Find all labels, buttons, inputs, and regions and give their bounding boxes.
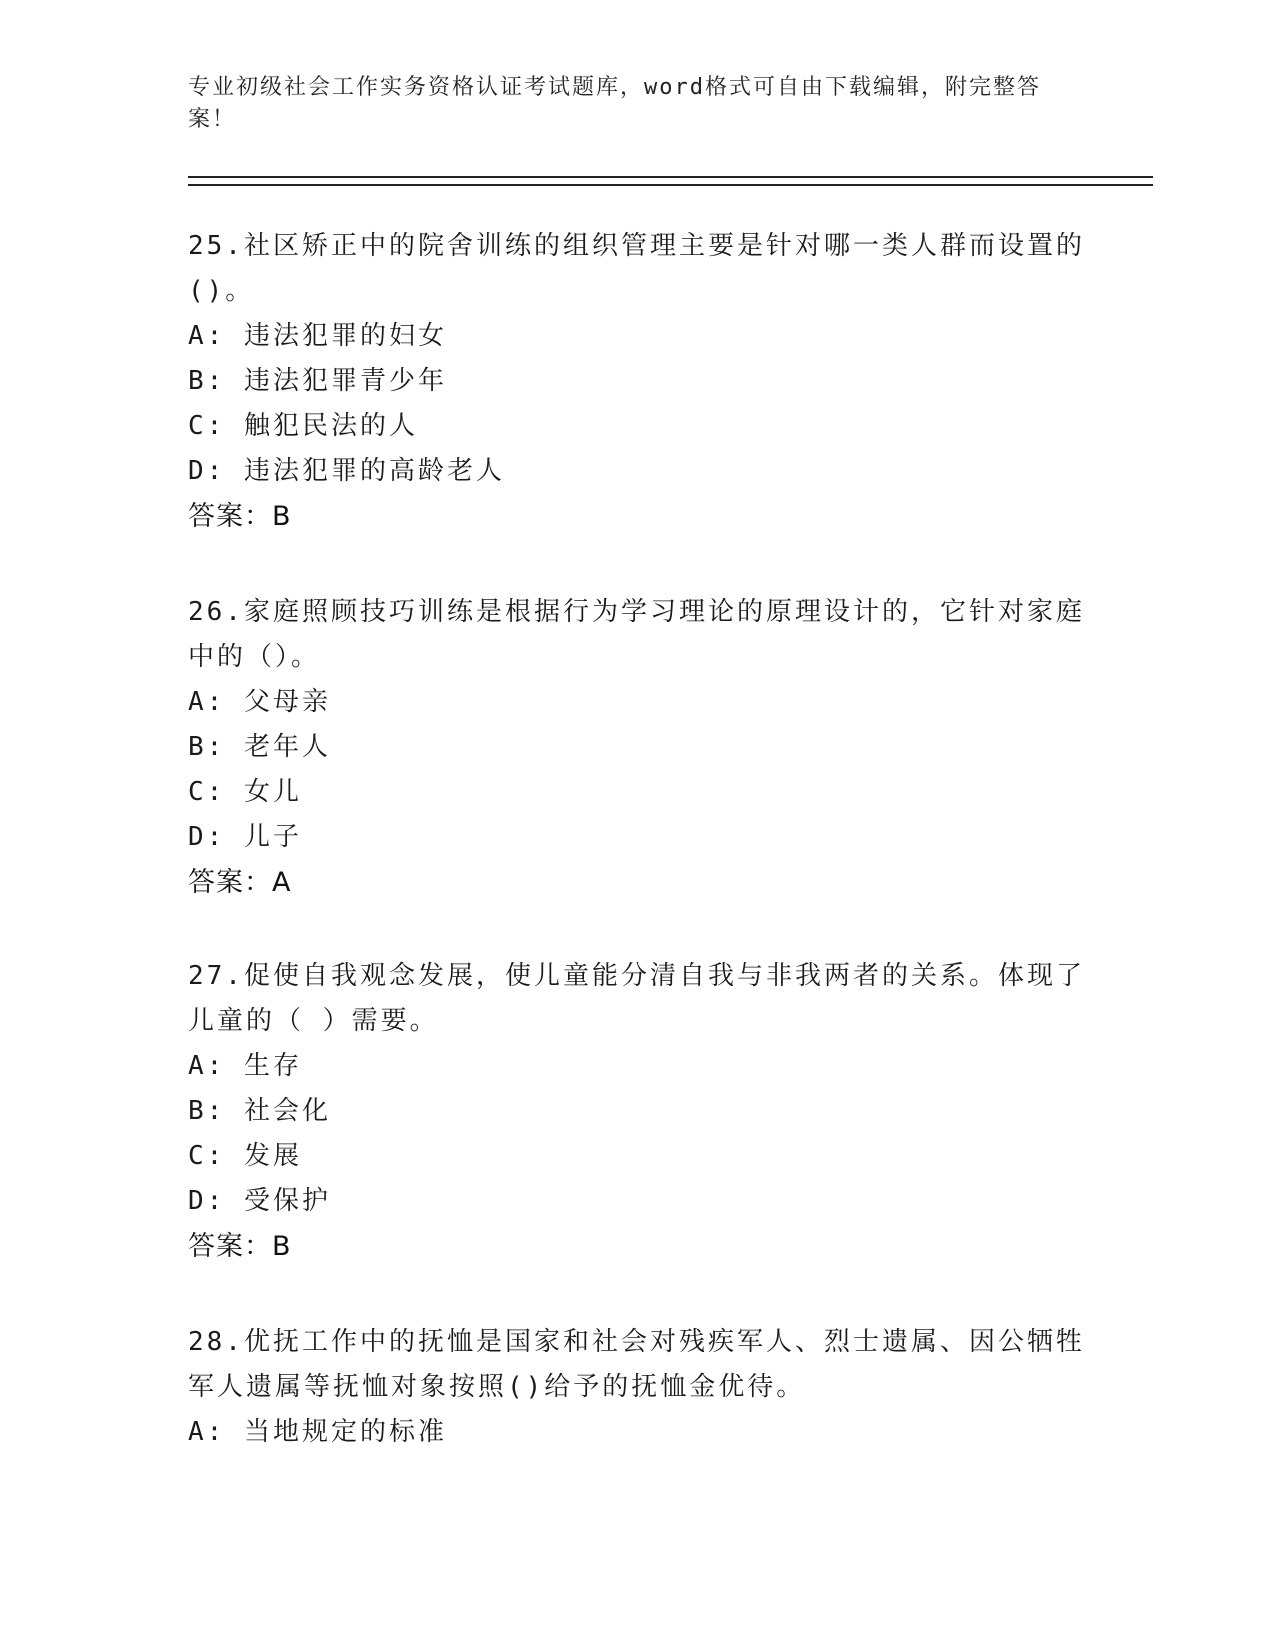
question-28 bbox=[188, 1320, 1088, 1455]
answer-label: 答案：A bbox=[188, 867, 292, 898]
option-a: A: 父母亲 bbox=[188, 687, 331, 717]
option-d: D: 违法犯罪的高龄老人 bbox=[188, 456, 505, 486]
option-a: A: 违法犯罪的妇女 bbox=[188, 321, 447, 351]
header-divider bbox=[188, 176, 1153, 186]
option-a: A: 当地规定的标准 bbox=[188, 1417, 447, 1447]
answer-label: 答案：B bbox=[188, 1231, 292, 1262]
option-c: C: 触犯民法的人 bbox=[188, 411, 418, 441]
option-b: B: 违法犯罪青少年 bbox=[188, 366, 447, 396]
question-stem: 28.优抚工作中的抚恤是国家和社会对残疾军人、烈士遗属、因公牺牲军人遗属等抚恤对象按照()给予的抚恤金优待。 bbox=[188, 1327, 1085, 1402]
option-d: D: 儿子 bbox=[188, 822, 302, 852]
question-stem: 26.家庭照顾技巧训练是根据行为学习理论的原理设计的，它针对家庭中的（）。 bbox=[188, 597, 1085, 672]
option-c: C: 女儿 bbox=[188, 777, 302, 807]
option-d: D: 受保护 bbox=[188, 1186, 331, 1216]
answer-label: 答案：B bbox=[188, 501, 292, 532]
question-25 bbox=[188, 224, 1088, 539]
option-c: C: 发展 bbox=[188, 1141, 302, 1171]
option-b: B: 老年人 bbox=[188, 732, 331, 762]
option-b: B: 社会化 bbox=[188, 1096, 331, 1126]
question-stem: 25.社区矫正中的院舍训练的组织管理主要是针对哪一类人群而设置的()。 bbox=[188, 231, 1085, 306]
question-stem: 27.促使自我观念发展，使儿童能分清自我与非我两者的关系。体现了儿童的（ ）需要。 bbox=[188, 961, 1085, 1036]
option-a: A: 生存 bbox=[188, 1051, 302, 1081]
question-27 bbox=[188, 954, 1088, 1269]
document-header: 专业初级社会工作实务资格认证考试题库，word格式可自由下载编辑，附完整答案！ bbox=[188, 75, 1041, 132]
question-26 bbox=[188, 590, 1088, 905]
